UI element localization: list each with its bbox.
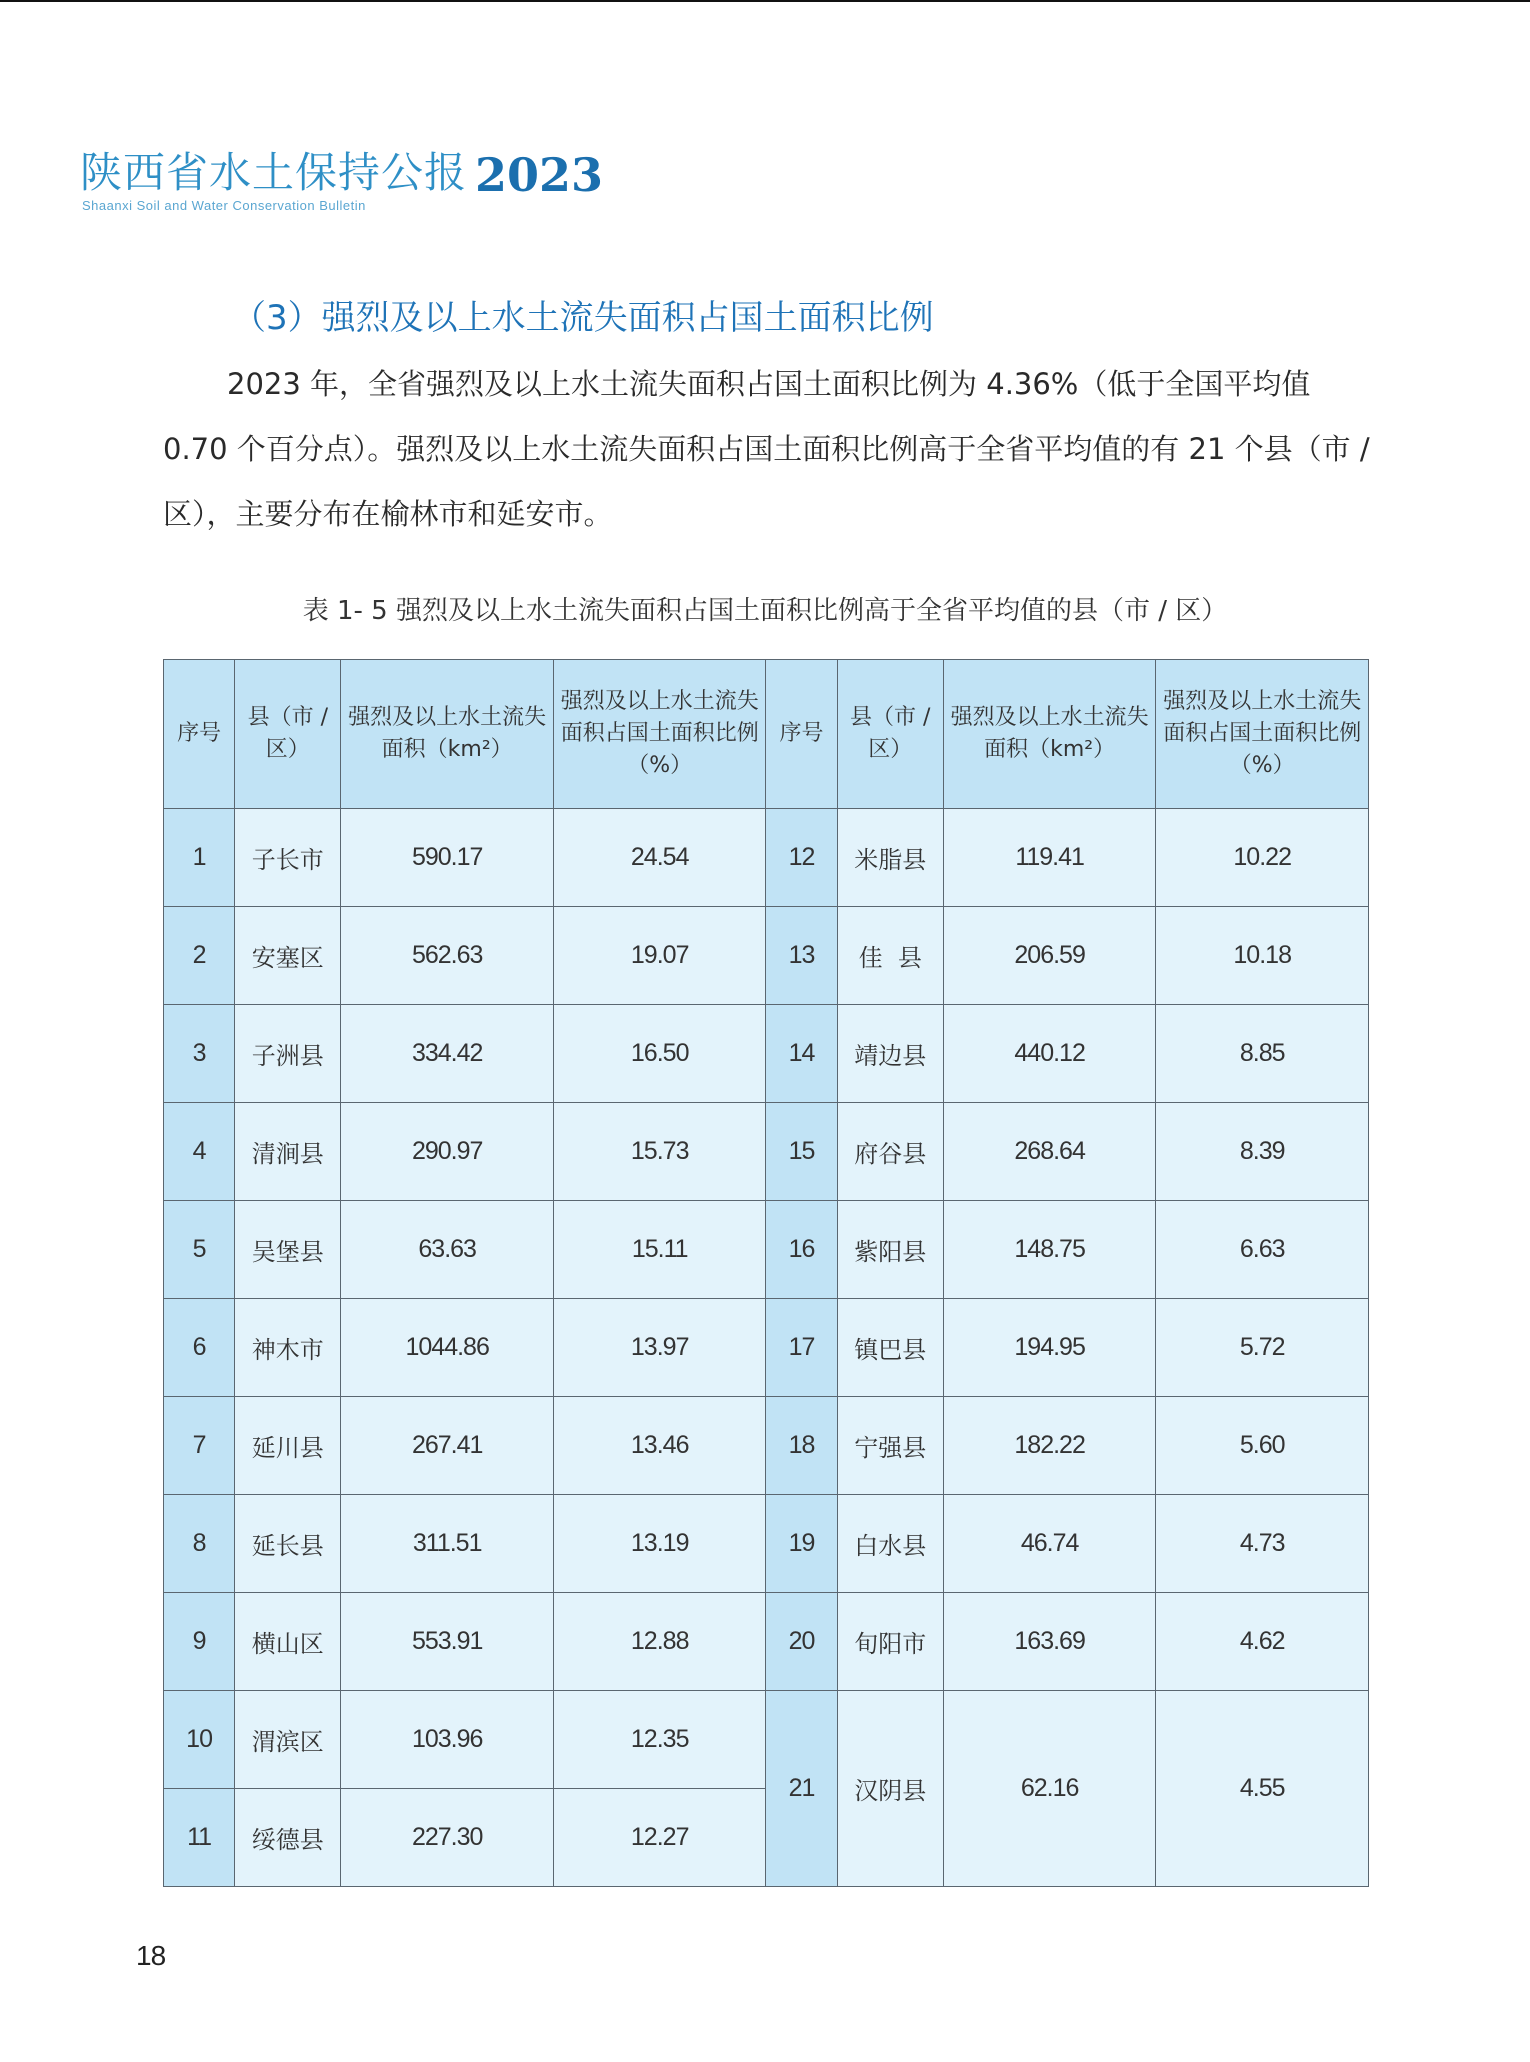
cell-index: 17	[766, 1299, 837, 1397]
cell-index: 5	[164, 1201, 235, 1299]
body-paragraph: 2023 年，全省强烈及以上水土流失面积占国土面积比例为 4.36%（低于全国平均值 0.70 个百分点）。强烈及以上水土流失面积占国土面积比例高于全省平均值的有 21 个县（市 / 区），主要分布在榆林市和延安市。	[163, 367, 1370, 531]
cell-area: 119.41	[943, 809, 1156, 907]
table-row	[164, 809, 1369, 907]
cell-county: 渭滨区	[235, 1691, 341, 1789]
header-area: 强烈及以上水土流失面积（km²）	[943, 660, 1156, 809]
cell-index: 3	[164, 1005, 235, 1103]
cell-county: 靖边县	[837, 1005, 943, 1103]
cell-county: 绥德县	[235, 1789, 341, 1887]
cell-ratio: 8.39	[1156, 1103, 1369, 1201]
table-row	[164, 1397, 1369, 1495]
county-erosion-table	[163, 659, 1369, 1887]
cell-county: 白水县	[837, 1495, 943, 1593]
cell-index: 4	[164, 1103, 235, 1201]
cell-ratio: 13.19	[553, 1495, 766, 1593]
cell-index: 1	[164, 809, 235, 907]
cell-index: 18	[766, 1397, 837, 1495]
cell-area: 46.74	[943, 1495, 1156, 1593]
header-index: 序号	[164, 660, 235, 809]
cell-index: 2	[164, 907, 235, 1005]
cell-area: 194.95	[943, 1299, 1156, 1397]
cell-ratio: 13.46	[553, 1397, 766, 1495]
cell-county: 清涧县	[235, 1103, 341, 1201]
cell-county: 米脂县	[837, 809, 943, 907]
cell-area: 334.42	[341, 1005, 554, 1103]
cell-county: 紫阳县	[837, 1201, 943, 1299]
header-index: 序号	[766, 660, 837, 809]
cell-index: 12	[766, 809, 837, 907]
cell-index: 19	[766, 1495, 837, 1593]
table-row	[164, 1299, 1369, 1397]
cell-ratio: 8.85	[1156, 1005, 1369, 1103]
table-row	[164, 1103, 1369, 1201]
cell-ratio: 5.60	[1156, 1397, 1369, 1495]
cell-index: 9	[164, 1593, 235, 1691]
table-row	[164, 1495, 1369, 1593]
cell-index: 14	[766, 1005, 837, 1103]
cell-area: 562.63	[341, 907, 554, 1005]
table-row	[164, 1593, 1369, 1691]
cell-index: 13	[766, 907, 837, 1005]
cell-county: 旬阳市	[837, 1593, 943, 1691]
cell-ratio: 4.62	[1156, 1593, 1369, 1691]
table-caption: 表 1- 5 强烈及以上水土流失面积占国土面积比例高于全省平均值的县（市 / 区）	[302, 596, 1228, 626]
header-ratio: 强烈及以上水土流失面积占国土面积比例（%）	[553, 660, 766, 809]
cell-ratio: 12.35	[553, 1691, 766, 1789]
cell-area: 103.96	[341, 1691, 554, 1789]
cell-ratio: 4.73	[1156, 1495, 1369, 1593]
cell-area: 182.22	[943, 1397, 1156, 1495]
cell-ratio: 19.07	[553, 907, 766, 1005]
cell-county: 延长县	[235, 1495, 341, 1593]
header-county: 县（市 / 区）	[837, 660, 943, 809]
page-number: 18	[136, 1940, 166, 1971]
cell-ratio: 10.18	[1156, 907, 1369, 1005]
cell-county: 镇巴县	[837, 1299, 943, 1397]
cell-area: 63.63	[341, 1201, 554, 1299]
cell-ratio: 15.11	[553, 1201, 766, 1299]
cell-ratio: 4.55	[1156, 1691, 1369, 1887]
cell-index: 16	[766, 1201, 837, 1299]
section-heading: （3）强烈及以上水土流失面积占国土面积比例	[232, 298, 934, 338]
cell-area: 553.91	[341, 1593, 554, 1691]
table-row	[164, 907, 1369, 1005]
cell-area: 1044.86	[341, 1299, 554, 1397]
header-area: 强烈及以上水土流失面积（km²）	[341, 660, 554, 809]
cell-ratio: 6.63	[1156, 1201, 1369, 1299]
cell-index: 15	[766, 1103, 837, 1201]
cell-index: 21	[766, 1691, 837, 1887]
cell-index: 7	[164, 1397, 235, 1495]
table-row	[164, 1691, 1369, 1789]
cell-county: 汉阴县	[837, 1691, 943, 1887]
cell-index: 8	[164, 1495, 235, 1593]
cell-ratio: 13.97	[553, 1299, 766, 1397]
cell-county: 府谷县	[837, 1103, 943, 1201]
bulletin-header	[80, 140, 680, 220]
cell-area: 290.97	[341, 1103, 554, 1201]
cell-area: 227.30	[341, 1789, 554, 1887]
cell-area: 206.59	[943, 907, 1156, 1005]
cell-area: 311.51	[341, 1495, 554, 1593]
cell-ratio: 5.72	[1156, 1299, 1369, 1397]
cell-county: 宁强县	[837, 1397, 943, 1495]
table-header-row	[164, 660, 1369, 809]
cell-county: 神木市	[235, 1299, 341, 1397]
bulletin-year: 2023	[475, 148, 604, 202]
cell-area: 62.16	[943, 1691, 1156, 1887]
cell-ratio: 12.27	[553, 1789, 766, 1887]
table-row	[164, 1005, 1369, 1103]
cell-county: 横山区	[235, 1593, 341, 1691]
top-rule	[0, 0, 1530, 2]
cell-index: 10	[164, 1691, 235, 1789]
cell-county: 子长市	[235, 809, 341, 907]
bulletin-title: 陕西省水土保持公报	[80, 148, 468, 197]
cell-ratio: 10.22	[1156, 809, 1369, 907]
cell-index: 20	[766, 1593, 837, 1691]
bulletin-subtitle: Shaanxi Soil and Water Conservation Bulletin	[82, 198, 366, 213]
cell-area: 267.41	[341, 1397, 554, 1495]
cell-area: 440.12	[943, 1005, 1156, 1103]
cell-area: 590.17	[341, 809, 554, 907]
header-county: 县（市 / 区）	[235, 660, 341, 809]
table-row	[164, 1201, 1369, 1299]
cell-ratio: 15.73	[553, 1103, 766, 1201]
cell-county: 延川县	[235, 1397, 341, 1495]
header-ratio: 强烈及以上水土流失面积占国土面积比例（%）	[1156, 660, 1369, 809]
cell-ratio: 12.88	[553, 1593, 766, 1691]
cell-county: 安塞区	[235, 907, 341, 1005]
cell-area: 163.69	[943, 1593, 1156, 1691]
cell-index: 11	[164, 1789, 235, 1887]
cell-county: 吴堡县	[235, 1201, 341, 1299]
cell-county: 佳 县	[837, 907, 943, 1005]
cell-index: 6	[164, 1299, 235, 1397]
cell-area: 268.64	[943, 1103, 1156, 1201]
cell-area: 148.75	[943, 1201, 1156, 1299]
cell-ratio: 16.50	[553, 1005, 766, 1103]
cell-ratio: 24.54	[553, 809, 766, 907]
cell-county: 子洲县	[235, 1005, 341, 1103]
